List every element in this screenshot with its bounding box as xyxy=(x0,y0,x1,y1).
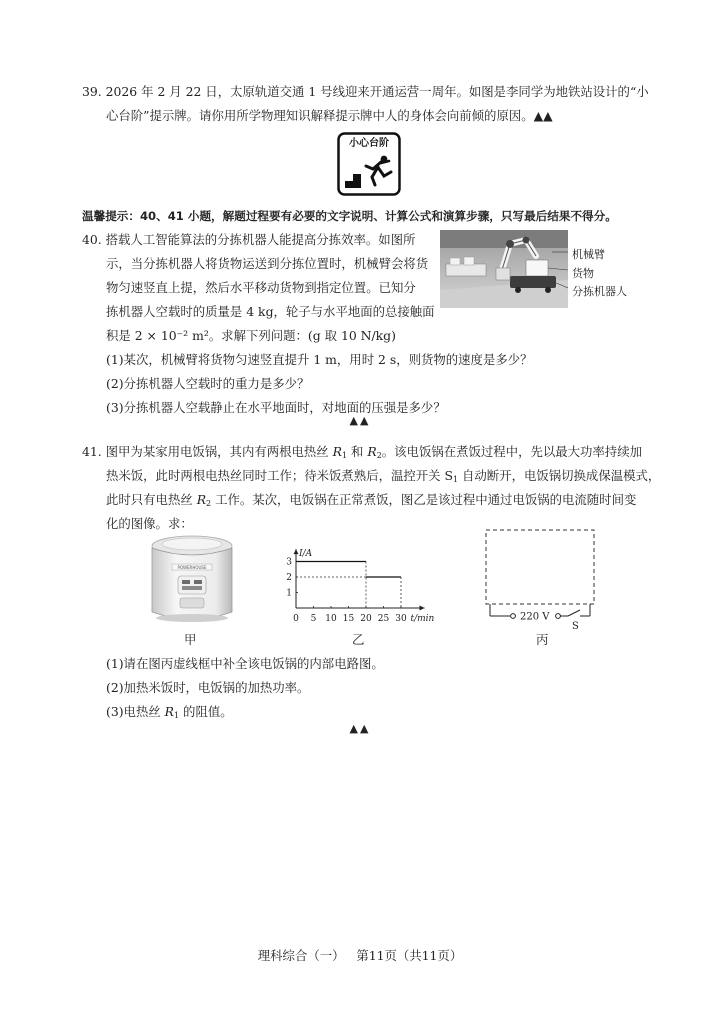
label-cargo: 货物 xyxy=(572,267,594,280)
q41-line4: 化的图像。求： xyxy=(106,516,193,531)
caution-step-sign xyxy=(337,132,401,196)
q40-sub1: (1)某次，机械臂将货物匀速竖直提升 1 m，用时 2 s，则货物的速度是多少？ xyxy=(106,352,533,367)
tip: 温馨提示：40、41 小题，解题过程要有必要的文字说明、计算公式和演算步骤，只写最后结果不得分。 xyxy=(82,209,617,223)
terminal-right-icon xyxy=(556,614,561,619)
q40-line4: 拣机器人空载时的质量是 4 kg，轮子与水平地面的总接触面 xyxy=(106,304,435,319)
dashed-box xyxy=(486,530,594,604)
switch-icon xyxy=(568,610,580,616)
q41-sub1: (1)请在图丙虚线框中补全该电饭锅的内部电路图。 xyxy=(106,656,384,671)
q40-sub3: (3)分拣机器人空载静止在水平地面时，对地面的压强是多少？ xyxy=(106,400,446,415)
x-axis-label: t/min xyxy=(410,614,435,624)
q39-line2: 心台阶”提示牌。请你用所学物理知识解释提示牌中人的身体会向前倾的原因。▲▲ xyxy=(106,108,553,123)
y-axis-arrow-icon xyxy=(294,549,299,554)
cooker-brand: POWERHOUSE xyxy=(177,565,207,570)
x-tick-label: 5 xyxy=(310,614,317,624)
x-tick-label: 15 xyxy=(342,614,355,624)
x-tick-label: 20 xyxy=(360,614,372,624)
x-tick-label: 30 xyxy=(395,614,407,624)
footer xyxy=(0,944,720,968)
robot-photo xyxy=(440,230,568,308)
sign-text: 小心台阶 xyxy=(349,138,389,149)
q40-sub2: (2)分拣机器人空载时的重力是多少？ xyxy=(106,376,310,391)
q40-line5: 积是 2 × 10⁻² m²。求解下列问题：(g 取 10 N/kg) xyxy=(106,328,396,343)
x-tick-label: 25 xyxy=(377,614,390,624)
q40-line3: 物匀速竖直上提，然后水平移动货物到指定位置。已知分 xyxy=(106,280,416,295)
q40-line1: 40. 搭载人工智能算法的分拣机器人能提高分拣效率。如图所 xyxy=(82,232,416,247)
x-tick-label: 10 xyxy=(325,614,337,624)
q41-line3: 此时只有电热丝 $R_2$ 工作。某次，电饭锅在正常煮饭，图乙是该过程中通过电饭锅的电流随时间变 xyxy=(106,492,637,508)
footer-page: 第11页（共11页） xyxy=(356,948,463,963)
q40-answer-mark: ▲▲ xyxy=(349,414,371,427)
y-tick-label: 3 xyxy=(286,557,292,568)
rice-cooker-figure xyxy=(144,532,240,628)
q41-sub3: (3)电热丝 $R_1$ 的阻值。 xyxy=(106,704,233,720)
circuit-voltage: 220 V xyxy=(520,611,550,623)
fig-label-jia: 甲 xyxy=(184,632,197,647)
q39-line1: 39. 2026 年 2 月 22 日，太原轨道交通 1 号线迎来开通运营一周年。如图是李同学为地铁站设计的“小 xyxy=(82,84,649,99)
terminal-left-icon xyxy=(511,614,516,619)
q40-line2: 示，当分拣机器人将货物运送到分拣位置时，机械臂会将货 xyxy=(106,256,429,271)
fig-label-bing: 丙 xyxy=(536,632,549,647)
q41-sub2: (2)加热米饭时，电饭锅的加热功率。 xyxy=(106,680,310,695)
circuit-switch-label: S xyxy=(572,621,579,630)
y-tick-label: 2 xyxy=(286,573,292,583)
current-time-chart xyxy=(282,530,442,630)
label-arm: 机械臂 xyxy=(572,248,605,261)
label-robot: 分拣机器人 xyxy=(572,285,627,298)
x-axis-arrow-icon xyxy=(420,606,425,611)
y-axis-label: I/A xyxy=(299,549,313,560)
q41-answer-mark: ▲▲ xyxy=(349,722,371,735)
q41-line1: 41. 图甲为某家用电饭锅，其内有两根电热丝 $R_1$ 和 $R_2$。该电饭锅在煮饭过程中，先以最大功率持续加 xyxy=(82,444,642,460)
fig-label-yi: 乙 xyxy=(352,632,365,647)
x-tick-label: 0 xyxy=(293,614,299,624)
y-tick-label: 1 xyxy=(286,588,292,599)
circuit-figure xyxy=(476,520,604,630)
q41-line2: 热米饭，此时两根电热丝同时工作；待米饭煮熟后，温控开关 $S_1$ 自动断开，电饭锅切换成保温模式， xyxy=(106,468,661,484)
footer-subject: 理科综合（一） xyxy=(257,948,345,963)
